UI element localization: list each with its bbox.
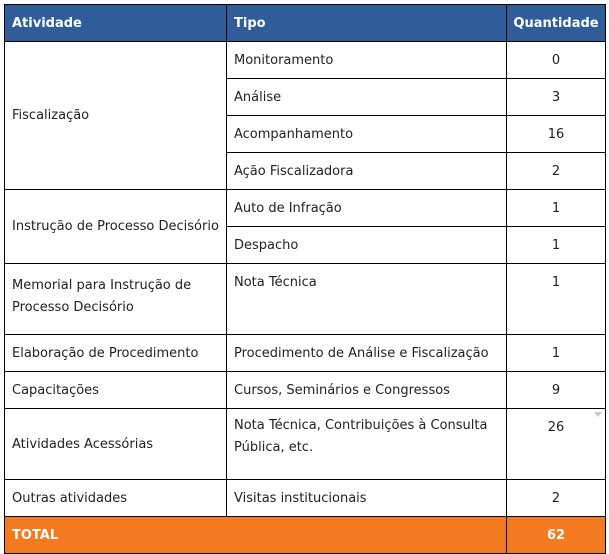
cell-tipo[interactable]: Despacho [227,227,507,264]
cell-atividade-memorial[interactable]: Memorial para Instrução de Processo Decisório [5,264,227,335]
cell-tipo[interactable]: Ação Fiscalizadora [227,153,507,190]
cell-tipo[interactable]: Análise [227,79,507,116]
cell-atividade-fiscalizacao[interactable]: Fiscalização [5,42,227,190]
cell-tipo[interactable]: Auto de Infração [227,190,507,227]
header-atividade[interactable]: Atividade [5,5,227,42]
table-row [5,335,606,372]
table-row [5,190,606,227]
dropdown-arrow-icon[interactable] [594,412,602,417]
cell-quantidade[interactable]: 9 [507,372,606,409]
cell-tipo[interactable]: Nota Técnica [227,264,507,335]
cell-quantidade[interactable]: 1 [507,264,606,335]
cell-quantidade[interactable]: 1 [507,335,606,372]
cell-quantidade[interactable]: 1 [507,190,606,227]
header-row [5,5,606,42]
table-row [5,480,606,517]
cell-quantidade[interactable]: 2 [507,480,606,517]
table-row [5,42,606,79]
activity-table [4,4,606,554]
cell-quantidade[interactable]: 16 [507,116,606,153]
cell-tipo[interactable]: Monitoramento [227,42,507,79]
cell-quantidade-value: 26 [547,420,565,435]
cell-quantidade[interactable]: 3 [507,79,606,116]
cell-atividade-instrucao[interactable]: Instrução de Processo Decisório [5,190,227,264]
total-row [5,517,606,554]
header-tipo[interactable]: Tipo [227,5,507,42]
cell-tipo[interactable]: Cursos, Seminários e Congressos [227,372,507,409]
cell-quantidade[interactable]: 2 [507,153,606,190]
activity-table-container [4,4,606,554]
cell-tipo[interactable]: Visitas institucionais [227,480,507,517]
table-row [5,409,606,480]
cell-quantidade[interactable]: 1 [507,227,606,264]
cell-tipo[interactable]: Nota Técnica, Contribuições à Consulta Pública, etc. [227,409,507,480]
cell-atividade-elaboracao[interactable]: Elaboração de Procedimento [5,335,227,372]
total-quantidade[interactable]: 62 [507,517,606,554]
cell-atividade-outras[interactable]: Outras atividades [5,480,227,517]
cell-tipo[interactable]: Acompanhamento [227,116,507,153]
cell-atividade-acessorias[interactable]: Atividades Acessórias [5,409,227,480]
cell-tipo[interactable]: Procedimento de Análise e Fiscalização [227,335,507,372]
table-row [5,264,606,335]
cell-quantidade-acessorias[interactable] [507,409,606,480]
total-label[interactable]: TOTAL [5,517,507,554]
table-row [5,372,606,409]
cell-quantidade[interactable]: 0 [507,42,606,79]
cell-atividade-capacitacoes[interactable]: Capacitações [5,372,227,409]
header-quantidade[interactable]: Quantidade [507,5,606,42]
